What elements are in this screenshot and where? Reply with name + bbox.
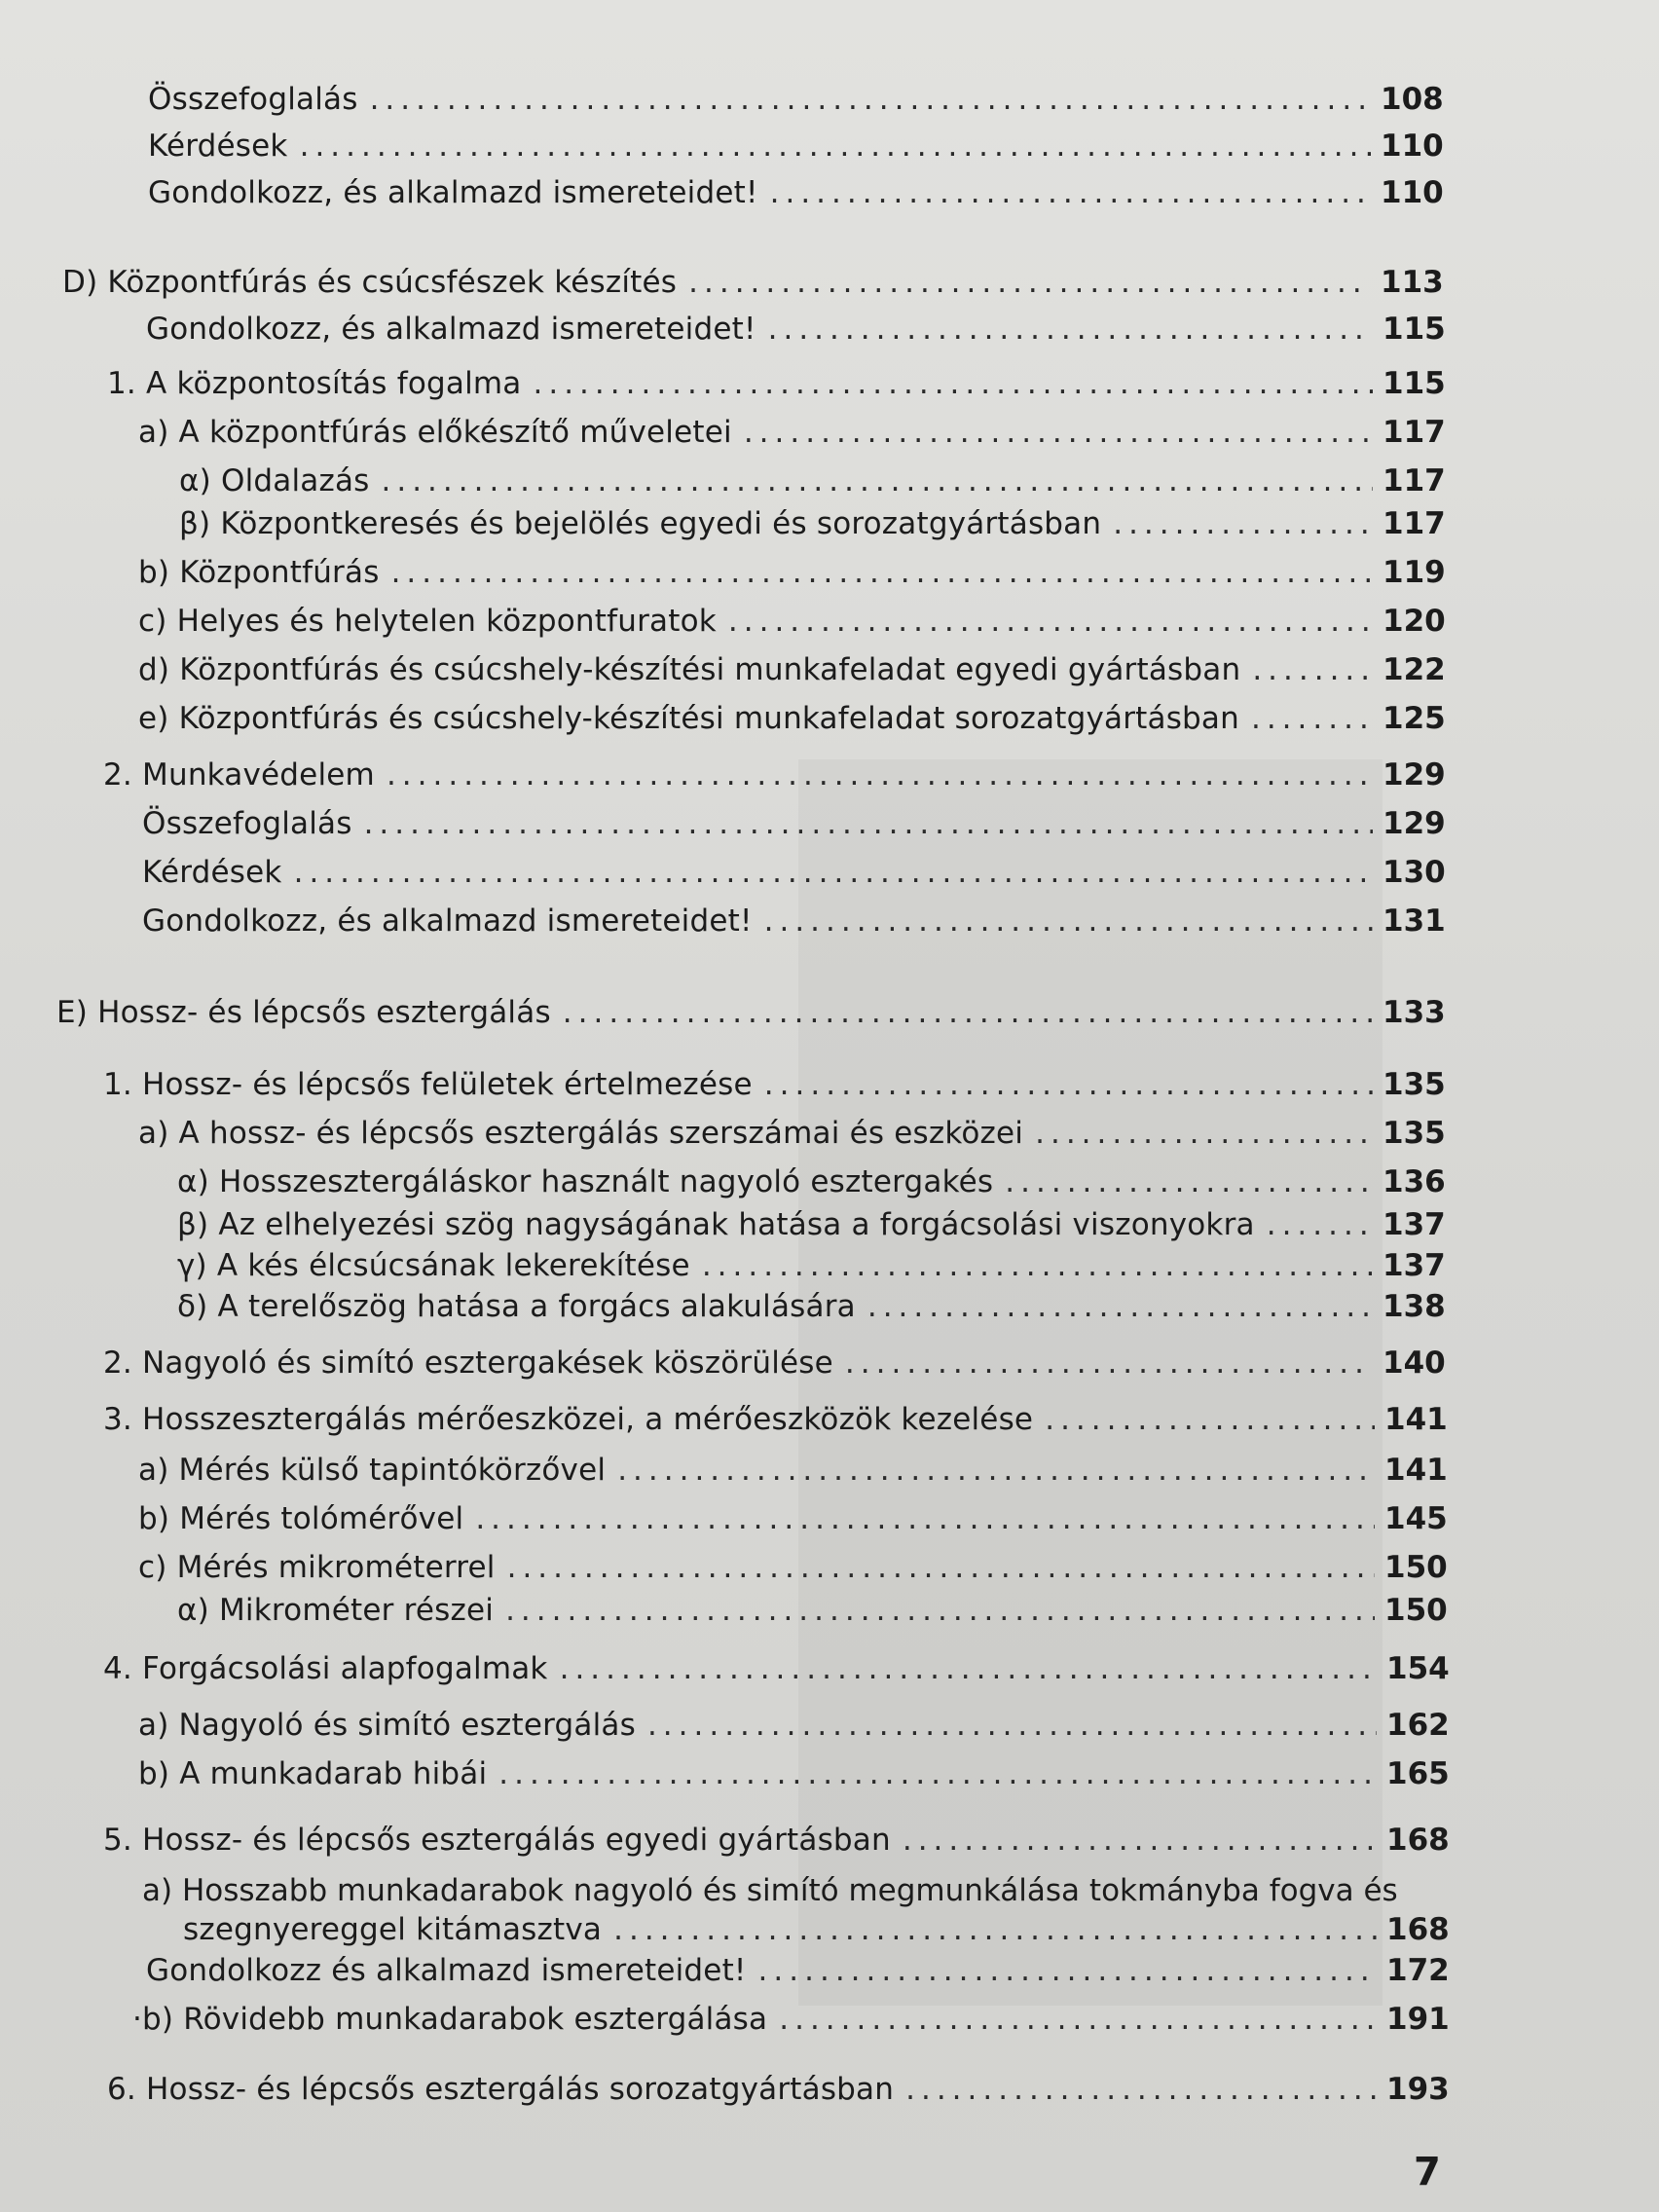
toc-entry-title: 3. Hosszesztergálás mérőeszközei, a mérőeszközök kezelése	[103, 1402, 1034, 1437]
leader-dots	[387, 756, 1373, 794]
toc-section-heading	[62, 263, 1444, 302]
toc-entry-title: 1. Hossz- és lépcsős felületek értelmezése	[103, 1067, 753, 1102]
toc-entry	[177, 1162, 1446, 1201]
toc-entry-page: 110	[1381, 175, 1444, 210]
leader-dots	[300, 127, 1371, 166]
page-number: 7	[1414, 2150, 1441, 2194]
toc-entry-page: 137	[1382, 1207, 1446, 1242]
leader-dots	[617, 1451, 1375, 1490]
toc-entry	[138, 699, 1446, 738]
toc-entry	[138, 1499, 1448, 1538]
toc-entry-page: 172	[1386, 1953, 1450, 1988]
toc-entry-page: 140	[1382, 1346, 1446, 1381]
leader-dots	[364, 804, 1373, 843]
toc-entry-page: 162	[1386, 1708, 1450, 1743]
toc-entry-page: 165	[1386, 1756, 1450, 1791]
toc-entry-title: γ) A kés élcsúcsának lekerekítése	[177, 1248, 690, 1283]
toc-entry	[103, 1344, 1446, 1382]
toc-entry-page: 168	[1386, 1823, 1450, 1858]
toc-entry-page: 135	[1382, 1116, 1446, 1151]
toc-entry	[142, 804, 1446, 843]
leader-dots	[764, 1065, 1373, 1104]
toc-entry-page: 131	[1382, 903, 1446, 939]
toc-entry	[138, 1451, 1448, 1490]
toc-entry	[138, 602, 1446, 641]
leader-dots	[903, 1821, 1377, 1860]
leader-dots	[560, 1649, 1377, 1688]
toc-entry	[132, 2000, 1450, 2039]
toc-entry-title: Gondolkozz, és alkalmazd ismereteidet!	[146, 312, 756, 347]
leader-dots	[1251, 699, 1373, 738]
toc-entry	[148, 80, 1444, 119]
toc-entry-title: Kérdések	[142, 855, 282, 890]
toc-entry-page: 110	[1381, 129, 1444, 164]
leader-dots	[758, 1951, 1377, 1990]
toc-entry	[138, 1114, 1446, 1153]
toc-entry-page: 129	[1382, 806, 1446, 841]
toc-entry-title: szegnyereggel kitámasztva	[183, 1912, 603, 1947]
toc-entry-title: 6. Hossz- és lépcsős esztergálás sorozatgyártásban	[107, 2072, 895, 2107]
toc-entry-title: d) Központfúrás és csúcshely-készítési munkafeladat egyedi gyártásban	[138, 652, 1241, 687]
leader-dots	[507, 1548, 1375, 1587]
leader-dots	[1267, 1205, 1373, 1244]
toc-entry-page: 168	[1386, 1912, 1450, 1947]
leader-dots	[779, 2000, 1377, 2039]
leader-dots	[905, 2070, 1377, 2109]
toc-entry	[138, 650, 1446, 689]
leader-dots	[475, 1499, 1375, 1538]
toc-entry-title: a) Mérés külső tapintókörzővel	[138, 1453, 607, 1488]
toc-entry	[146, 1951, 1450, 1990]
leader-dots	[1005, 1162, 1373, 1201]
leader-dots	[728, 602, 1373, 641]
toc-entry-title: Kérdések	[148, 129, 288, 164]
toc-entry-page: 120	[1382, 604, 1446, 639]
toc-entry-title: Összefoglalás	[148, 82, 358, 117]
toc-entry	[146, 310, 1446, 349]
leader-dots	[391, 553, 1373, 592]
leader-dots	[294, 853, 1373, 892]
toc-entry-title: α) Mikrométer részei	[177, 1593, 495, 1628]
toc-entry-page: 137	[1382, 1248, 1446, 1283]
toc-entry-title: Gondolkozz, és alkalmazd ismereteidet!	[142, 903, 753, 939]
toc-entry	[138, 1754, 1450, 1793]
toc-entry	[107, 364, 1446, 403]
toc-entry-title: e) Központfúrás és csúcshely-készítési munkafeladat sorozatgyártásban	[138, 701, 1239, 736]
toc-entry-page: 115	[1382, 366, 1446, 401]
leader-dots	[1113, 504, 1373, 543]
toc-entry-page: 193	[1386, 2072, 1450, 2107]
toc-entry-title: a) Hosszabb munkadarabok nagyoló és simító megmunkálása tokmányba fogva és	[142, 1873, 1398, 1908]
toc-entry-title: α) Hosszesztergáláskor használt nagyoló esztergakés	[177, 1164, 994, 1199]
toc-entry	[142, 902, 1446, 940]
leader-dots	[370, 80, 1371, 119]
leader-dots	[382, 461, 1374, 500]
toc-entry	[148, 127, 1444, 166]
leader-dots	[867, 1287, 1373, 1326]
toc-entry-page: 117	[1382, 463, 1446, 498]
toc-entry	[179, 461, 1446, 500]
toc-entry-page: 141	[1384, 1402, 1448, 1437]
toc-entry-title: β) Központkeresés és bejelölés egyedi és sorozatgyártásban	[179, 506, 1102, 541]
toc-entry-page: 129	[1382, 757, 1446, 793]
toc-entry-title: c) Mérés mikrométerrel	[138, 1550, 496, 1585]
toc-entry-title: a) A hossz- és lépcsős esztergálás szerszámai és eszközei	[138, 1116, 1024, 1151]
toc-entry-title: 5. Hossz- és lépcsős esztergálás egyedi gyártásban	[103, 1823, 891, 1858]
leader-dots	[563, 993, 1373, 1032]
toc-entry-title: a) Nagyoló és simító esztergálás	[138, 1708, 636, 1743]
leader-dots	[768, 310, 1373, 349]
toc-entry-title: 1. A központosítás fogalma	[107, 366, 522, 401]
toc-entry	[177, 1246, 1446, 1285]
toc-entry	[142, 853, 1446, 892]
toc-entry-title: b) Központfúrás	[138, 555, 380, 590]
toc-entry	[103, 1649, 1450, 1688]
toc-entry	[103, 1400, 1448, 1439]
toc-entry	[103, 1065, 1446, 1104]
toc-entry-title: Gondolkozz és alkalmazd ismereteidet!	[146, 1953, 747, 1988]
toc-entry-page: 117	[1382, 415, 1446, 450]
toc-entry-title: E) Hossz- és lépcsős esztergálás	[56, 995, 551, 1030]
toc-entry	[179, 504, 1446, 543]
toc-entry-title: Gondolkozz, és alkalmazd ismereteidet!	[148, 175, 758, 210]
leader-dots	[505, 1591, 1375, 1630]
toc-entry-title: a) A központfúrás előkészítő műveletei	[138, 415, 732, 450]
leader-dots	[702, 1246, 1373, 1285]
toc-entry	[107, 2070, 1450, 2109]
toc-entry-title: ·b) Rövidebb munkadarabok esztergálása	[132, 2002, 768, 2037]
toc-entry	[138, 553, 1446, 592]
toc-entry-page: 125	[1382, 701, 1446, 736]
toc-entry-page: 115	[1382, 312, 1446, 347]
toc-entry-page: 154	[1386, 1651, 1450, 1686]
toc-entry-page: 130	[1382, 855, 1446, 890]
toc-entry-title: D) Központfúrás és csúcsfészek készítés	[62, 265, 678, 300]
toc-entry-page: 135	[1382, 1067, 1446, 1102]
toc-entry	[148, 173, 1444, 212]
toc-entry-title: Összefoglalás	[142, 806, 352, 841]
toc-entry	[138, 1706, 1450, 1745]
toc-entry-title: 2. Munkavédelem	[103, 757, 375, 793]
bleed-through-shadow	[798, 759, 1382, 2006]
toc-entry-page: 133	[1382, 995, 1446, 1030]
leader-dots	[533, 364, 1373, 403]
toc-entry-page: 138	[1382, 1289, 1446, 1324]
toc-entry-title: b) A munkadarab hibái	[138, 1756, 488, 1791]
toc-entry-page: 150	[1384, 1550, 1448, 1585]
toc-entry-title: β) Az elhelyezési szög nagyságának hatása a forgácsolási viszonyokra	[177, 1207, 1255, 1242]
leader-dots	[647, 1706, 1377, 1745]
toc-entry-page: 117	[1382, 506, 1446, 541]
leader-dots	[770, 173, 1371, 212]
toc-entry	[177, 1287, 1446, 1326]
toc-entry-title: b) Mérés tolómérővel	[138, 1501, 464, 1536]
toc-entry-page: 136	[1382, 1164, 1446, 1199]
leader-dots	[1045, 1400, 1375, 1439]
toc-entry-page: 119	[1382, 555, 1446, 590]
toc-entry-title: 2. Nagyoló és simító esztergakések köszörülése	[103, 1346, 833, 1381]
toc-entry-title: α) Oldalazás	[179, 463, 370, 498]
toc-entry-page: 191	[1386, 2002, 1450, 2037]
leader-dots	[1035, 1114, 1373, 1153]
leader-dots	[845, 1344, 1373, 1382]
toc-entry-page: 113	[1381, 265, 1444, 300]
toc-entry	[103, 756, 1446, 794]
toc-entry	[138, 413, 1446, 452]
toc-section-heading	[56, 993, 1446, 1032]
leader-dots	[744, 413, 1373, 452]
toc-entry	[177, 1205, 1446, 1244]
leader-dots	[1252, 650, 1373, 689]
leader-dots	[764, 902, 1373, 940]
toc-entry-title: δ) A terelőszög hatása a forgács alakulására	[177, 1289, 856, 1324]
leader-dots	[498, 1754, 1377, 1793]
leader-dots	[613, 1910, 1377, 1949]
leader-dots	[688, 263, 1371, 302]
toc-entry	[103, 1821, 1450, 1860]
toc-entry-page: 122	[1382, 652, 1446, 687]
toc-entry	[138, 1548, 1448, 1587]
toc-entry-title: c) Helyes és helytelen központfuratok	[138, 604, 717, 639]
toc-entry-page: 145	[1384, 1501, 1448, 1536]
toc-entry-page: 150	[1384, 1593, 1448, 1628]
toc-entry	[183, 1910, 1450, 1949]
toc-entry-page: 141	[1384, 1453, 1448, 1488]
toc-entry-title: 4. Forgácsolási alapfogalmak	[103, 1651, 548, 1686]
toc-entry	[177, 1591, 1448, 1630]
toc-entry-page: 108	[1381, 82, 1444, 117]
